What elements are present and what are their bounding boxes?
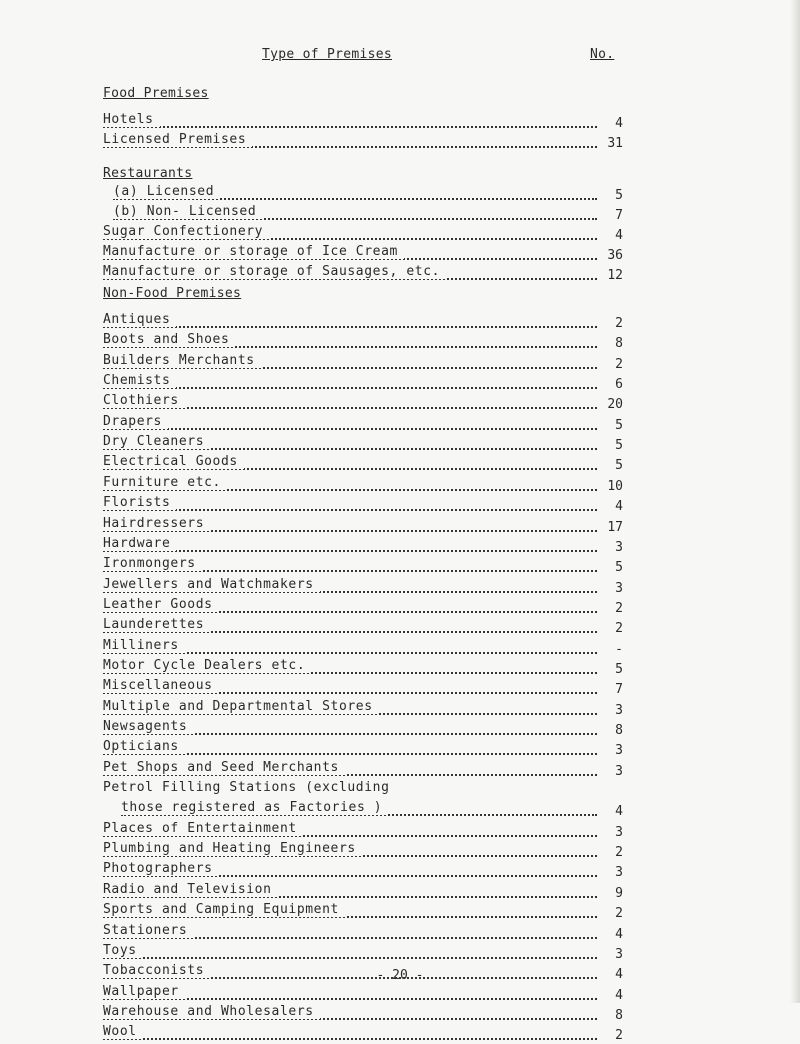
item-label: Wool xyxy=(103,1024,143,1039)
list-item xyxy=(103,760,623,780)
list-item xyxy=(103,882,623,902)
item-value: 5 xyxy=(615,438,623,454)
item-label: Clothiers xyxy=(103,393,185,408)
section-title-nonfood: Non-Food Premises xyxy=(103,286,242,301)
item-value: 3 xyxy=(615,743,623,759)
item-value: 3 xyxy=(615,865,623,881)
item-label: Wallpaper xyxy=(103,984,185,999)
item-label: Licensed Premises xyxy=(103,132,252,147)
item-value: 36 xyxy=(607,248,623,263)
item-value: 7 xyxy=(615,208,623,223)
list-item xyxy=(103,1024,623,1044)
item-value: 5 xyxy=(615,560,623,576)
list-item xyxy=(103,373,623,393)
item-value: 17 xyxy=(607,519,623,535)
list-item xyxy=(103,312,623,332)
list-item xyxy=(103,658,623,678)
item-value: 2 xyxy=(615,845,623,861)
item-label: Electrical Goods xyxy=(103,454,244,469)
list-item xyxy=(103,244,623,264)
item-label: Dry Cleaners xyxy=(103,434,210,449)
item-value: 2 xyxy=(615,600,623,616)
item-value: 3 xyxy=(615,946,623,962)
page-edge-shadow xyxy=(790,0,800,1003)
item-value: 6 xyxy=(615,377,623,393)
item-value: 4 xyxy=(615,499,623,515)
item-value: 3 xyxy=(615,702,623,718)
item-value: 3 xyxy=(615,580,623,596)
item-label: Launderettes xyxy=(103,617,210,632)
list-item xyxy=(103,112,623,132)
item-value: 5 xyxy=(615,661,623,677)
item-value: 3 xyxy=(615,824,623,840)
item-value: 2 xyxy=(615,356,623,372)
list-item xyxy=(103,638,623,658)
list-item xyxy=(103,719,623,739)
list-item xyxy=(103,577,623,597)
list-item xyxy=(103,475,623,495)
list-item xyxy=(103,556,623,576)
item-label: Furniture etc. xyxy=(103,475,227,490)
item-value: 7 xyxy=(615,682,623,698)
item-value: 5 xyxy=(615,188,623,203)
item-value: 2 xyxy=(615,906,623,922)
item-label: Jewellers and Watchmakers xyxy=(103,577,320,592)
list-item xyxy=(103,699,623,719)
item-label: Warehouse and Wholesalers xyxy=(103,1004,320,1019)
item-value: 2 xyxy=(615,1028,623,1044)
item-label: Places of Entertainment xyxy=(103,821,303,836)
list-item-petrol xyxy=(103,780,623,820)
list-item xyxy=(103,414,623,434)
list-item xyxy=(103,861,623,881)
item-label: Tobacconists xyxy=(103,963,210,978)
item-label: Toys xyxy=(103,943,143,958)
item-value: 9 xyxy=(615,885,623,901)
list-item xyxy=(103,617,623,637)
item-value: 5 xyxy=(615,458,623,474)
column-header-type: Type of Premises xyxy=(262,47,393,62)
item-label: Radio and Television xyxy=(103,882,278,897)
item-value: 2 xyxy=(615,621,623,637)
item-label: Builders Merchants xyxy=(103,353,261,368)
item-label: Motor Cycle Dealers etc. xyxy=(103,658,311,673)
item-value: 8 xyxy=(615,336,623,352)
item-value: 3 xyxy=(615,763,623,779)
list-item xyxy=(103,943,623,963)
page-number: - 20 - xyxy=(376,968,424,983)
list-item xyxy=(103,495,623,515)
item-label: Petrol Filling Stations (excluding xyxy=(103,780,396,795)
item-value: 31 xyxy=(607,136,623,151)
item-value: 4 xyxy=(615,926,623,942)
item-label: Ironmongers xyxy=(103,556,202,571)
item-value: 10 xyxy=(607,478,623,494)
item-value: 4 xyxy=(615,967,623,983)
item-label: Sugar Confectionery xyxy=(103,224,269,239)
section-title-food: Food Premises xyxy=(103,86,209,101)
item-label: Leather Goods xyxy=(103,597,219,612)
column-header-no: No. xyxy=(590,47,615,62)
item-value: 4 xyxy=(615,116,623,131)
list-item xyxy=(103,984,623,1004)
item-label: Milliners xyxy=(103,638,185,653)
subsection-title-restaurants: Restaurants xyxy=(103,166,193,181)
item-value: 8 xyxy=(615,1007,623,1023)
item-label: Chemists xyxy=(103,373,176,388)
list-item xyxy=(103,132,623,152)
item-label: Stationers xyxy=(103,923,193,938)
list-item xyxy=(103,821,623,841)
item-label: Plumbing and Heating Engineers xyxy=(103,841,362,856)
item-label: Florists xyxy=(103,495,176,510)
item-label: Pet Shops and Seed Merchants xyxy=(103,760,345,775)
list-item xyxy=(103,841,623,861)
list-item xyxy=(103,597,623,617)
list-item xyxy=(103,204,623,224)
list-item xyxy=(103,1004,623,1024)
list-item xyxy=(103,923,623,943)
list-item xyxy=(103,332,623,352)
item-value: 8 xyxy=(615,723,623,738)
list-item xyxy=(103,393,623,413)
item-label: Hotels xyxy=(103,112,160,127)
item-value: 2 xyxy=(615,316,623,331)
item-label: (a) Licensed xyxy=(113,184,220,199)
list-item xyxy=(103,353,623,373)
item-label: Miscellaneous xyxy=(103,678,219,693)
item-label: Newsagents xyxy=(103,719,193,734)
item-label: Photographers xyxy=(103,861,219,876)
list-item xyxy=(103,264,623,284)
list-item xyxy=(103,516,623,536)
item-label: Hairdressers xyxy=(103,516,210,531)
list-item xyxy=(103,224,623,244)
item-label-continued: those registered as Factories ) xyxy=(121,800,388,815)
list-item xyxy=(103,678,623,698)
item-label: Manufacture or storage of Ice Cream xyxy=(103,244,404,259)
list-item xyxy=(103,902,623,922)
item-label: Multiple and Departmental Stores xyxy=(103,699,379,714)
item-label: (b) Non- Licensed xyxy=(113,204,262,219)
item-value: 3 xyxy=(615,539,623,555)
item-value: 4 xyxy=(615,804,623,820)
item-label: Drapers xyxy=(103,414,168,429)
item-value: 5 xyxy=(615,417,623,433)
item-label: Sports and Camping Equipment xyxy=(103,902,345,917)
list-item xyxy=(103,434,623,454)
item-value: 12 xyxy=(607,268,623,283)
item-label: Opticians xyxy=(103,739,185,754)
list-item xyxy=(103,184,623,204)
list-item xyxy=(103,739,623,759)
list-item xyxy=(103,454,623,474)
item-label: Manufacture or storage of Sausages, etc. xyxy=(103,264,446,279)
item-value: 4 xyxy=(615,228,623,243)
item-value: 4 xyxy=(615,987,623,1003)
item-value: - xyxy=(615,641,623,657)
item-label: Boots and Shoes xyxy=(103,332,235,347)
item-value: 20 xyxy=(607,397,623,413)
list-item xyxy=(103,536,623,556)
item-label: Antiques xyxy=(103,312,176,327)
item-label: Hardware xyxy=(103,536,176,551)
